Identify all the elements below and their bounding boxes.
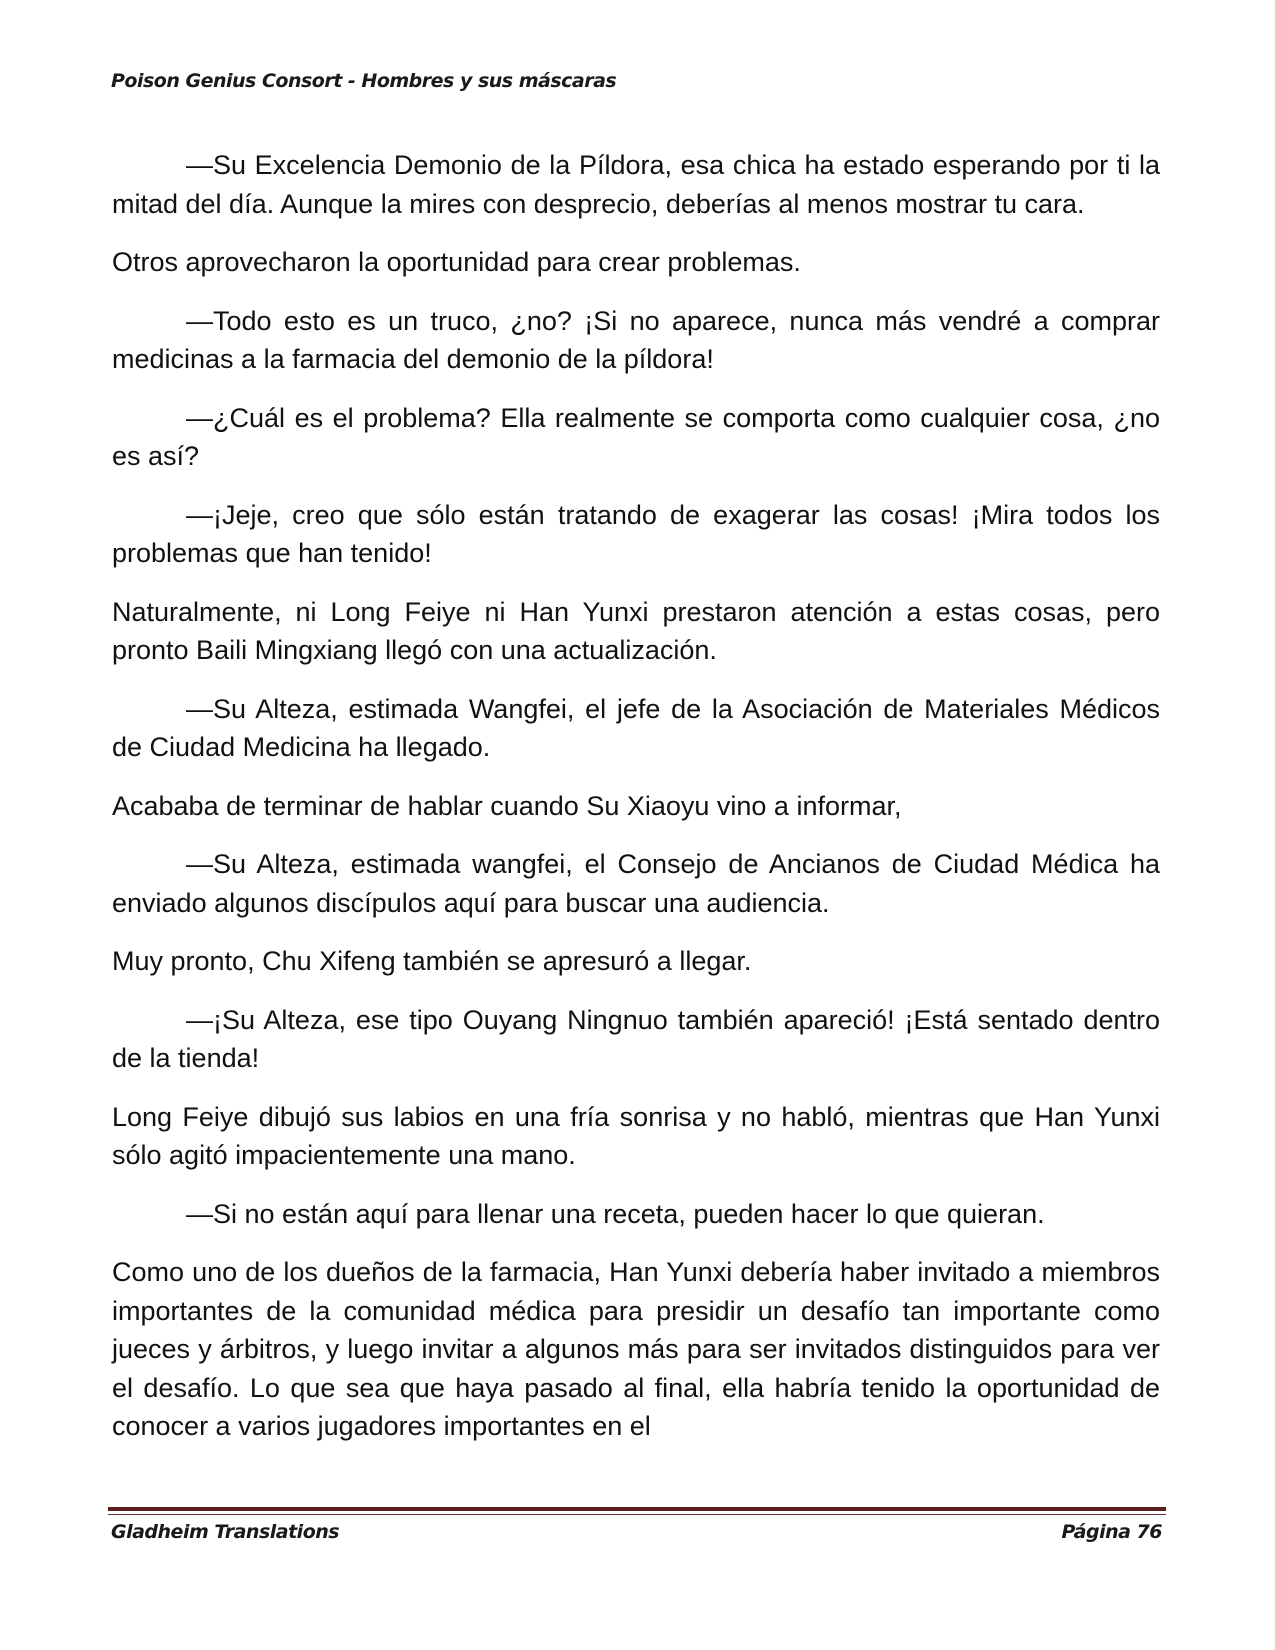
paragraph-7: —Su Alteza, estimada Wangfei, el jefe de la Asociación de Materiales Médicos de Ciudad Medicina ha llegado.: [112, 693, 1160, 762]
paragraph-1: —Su Excelencia Demonio de la Píldora, esa chica ha estado esperando por ti la mitad del día. Aunque la mires con desprecio, deberías al menos mostrar tu cara.: [112, 150, 1160, 219]
paragraph-8: Acababa de terminar de hablar cuando Su Xiaoyu vino a informar,: [112, 790, 902, 821]
paragraph-13: —Si no están aquí para llenar una receta, pueden hacer lo que quieran.: [186, 1198, 1045, 1229]
paragraph-10: Muy pronto, Chu Xifeng también se apresuró a llegar.: [112, 946, 752, 976]
paragraph-2: Otros aprovecharon la oportunidad para crear problemas.: [112, 247, 801, 277]
paragraph-3: —Todo esto es un truco, ¿no? ¡Si no aparece, nunca más vendré a comprar medicinas a la farmacia del demonio de la píldora!: [112, 305, 1160, 374]
footer-divider: [108, 1507, 1166, 1511]
paragraph-12: Long Feiye dibujó sus labios en una fría sonrisa y no habló, mientras que Han Yunxi sólo agitó impacientemente una mano.: [112, 1101, 1160, 1170]
paragraph-5: —¡Jeje, creo que sólo están tratando de exagerar las cosas! ¡Mira todos los problemas que han tenido!: [112, 499, 1160, 568]
body-text: [112, 146, 1160, 1466]
page-number: Página 76: [1061, 1521, 1162, 1543]
paragraph-6: Naturalmente, ni Long Feiye ni Han Yunxi prestaron atención a estas cosas, pero pronto Baili Mingxiang llegó con una actualización.: [112, 596, 1160, 665]
footer-translator: Gladheim Translations: [111, 1521, 340, 1543]
paragraph-9: —Su Alteza, estimada wangfei, el Consejo de Ancianos de Ciudad Médica ha enviado algunos discípulos aquí para buscar una audiencia.: [112, 849, 1160, 918]
paragraph-14: Como uno de los dueños de la farmacia, Han Yunxi debería haber invitado a miembros importantes de la comunidad médica para presidir un desafío tan importante como jueces y árbitros, y luego invitar a algunos más para ser invitados distinguidos para ver el desafío. Lo que sea que haya pasado al final, ella habría tenido la oportunidad de conocer a varios jugadores importantes en el: [112, 1257, 1160, 1441]
paragraph-4: —¿Cuál es el problema? Ella realmente se comporta como cualquier cosa, ¿no es así?: [112, 402, 1160, 471]
paragraph-11: —¡Su Alteza, ese tipo Ouyang Ningnuo también apareció! ¡Está sentado dentro de la tienda!: [112, 1004, 1160, 1073]
page-header: Poison Genius Consort - Hombres y sus máscaras: [111, 70, 617, 92]
footer-divider-thin: [108, 1514, 1166, 1515]
